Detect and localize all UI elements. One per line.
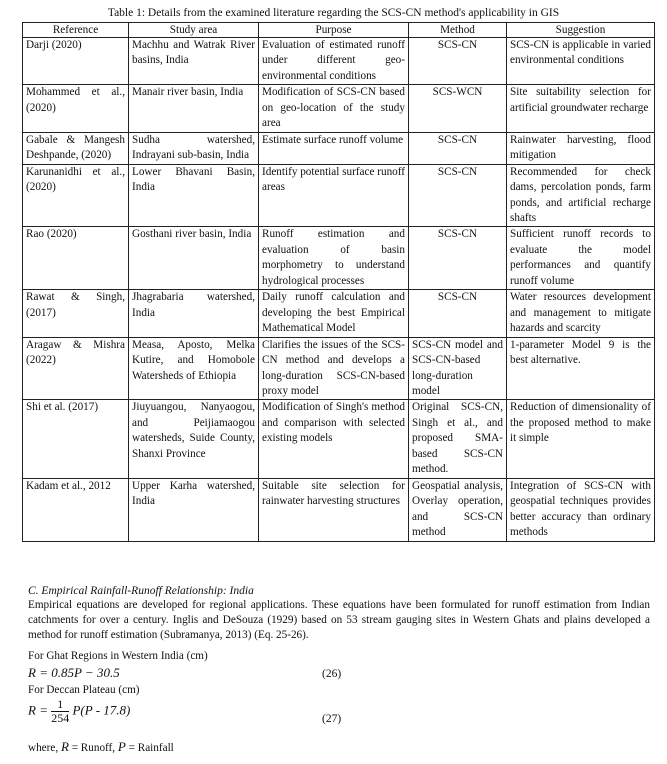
cell-reference: Gabale & Mangesh Deshpande, (2020) <box>23 132 129 164</box>
eq26-rhs: = 0.85P − 30.5 <box>39 665 120 680</box>
cell-study-area: Gosthani river basin, India <box>129 227 259 290</box>
cell-study-area: Jiuyuangou, Nanyaogou, and Peijiamaogou watersheds, Suide County, Shanxi Province <box>129 400 259 478</box>
table-row <box>23 227 655 290</box>
eq27-fraction <box>51 698 69 725</box>
header-suggestion: Suggestion <box>507 23 655 38</box>
eq27-lhs: R <box>28 702 36 718</box>
eq27-denominator: 254 <box>51 711 70 726</box>
ghat-label: For Ghat Regions in Western India (cm) <box>28 650 208 662</box>
cell-suggestion: Recommended for check dams, percolation ponds, farm ponds, and artificial recharge shafts <box>507 164 655 227</box>
literature-table <box>22 22 655 542</box>
table-header <box>23 23 655 38</box>
cell-study-area: Upper Karha watershed, India <box>129 478 259 541</box>
cell-reference: Rao (2020) <box>23 227 129 290</box>
cell-reference: Aragaw & Mishra (2022) <box>23 337 129 400</box>
cell-method: SCS-CN <box>409 38 507 85</box>
cell-method: SCS-CN <box>409 132 507 164</box>
cell-study-area: Manair river basin, India <box>129 85 259 132</box>
cell-suggestion: 1-parameter Model 9 is the best alternative. <box>507 337 655 400</box>
section-title: C. Empirical Rainfall-Runoff Relationship: India <box>28 585 254 597</box>
table-row <box>23 400 655 478</box>
eq26-lhs: R <box>28 665 36 680</box>
table-row <box>23 337 655 400</box>
cell-reference: Kadam et al., 2012 <box>23 478 129 541</box>
cell-suggestion: SCS-CN is applicable in varied environmental conditions <box>507 38 655 85</box>
cell-method: SCS-CN <box>409 164 507 227</box>
where-line <box>28 738 174 756</box>
cell-reference: Darji (2020) <box>23 38 129 85</box>
deccan-label: For Deccan Plateau (cm) <box>28 684 140 696</box>
eq27-numerator: 1 <box>57 697 64 711</box>
cell-suggestion: Rainwater harvesting, flood mitigation <box>507 132 655 164</box>
where-p-definition: = Rainfall <box>128 742 174 754</box>
cell-purpose: Identify potential surface runoff areas <box>259 164 409 227</box>
cell-study-area: Machhu and Watrak River basins, India <box>129 38 259 85</box>
body-paragraph: Empirical equations are developed for regional applications. These equations have been formulated for runoff estimation from Indian catchments for over a century. Inglis and DeSouza (1929) based on 53 stream gauging sites in Western Ghats and plains developed a method for runoff estimation (Subramanya, 2013) (Eq. 25-26). <box>28 599 650 642</box>
cell-purpose: Daily runoff calculation and developing the best Empirical Mathematical Model <box>259 290 409 337</box>
where-r-symbol: R <box>60 739 69 754</box>
header-study-area: Study area <box>129 23 259 38</box>
cell-purpose: Estimate surface runoff volume <box>259 132 409 164</box>
cell-purpose: Modification of Singh's method and comparison with selected existing models <box>259 400 409 478</box>
table-row <box>23 290 655 337</box>
eq27-number: (27) <box>322 713 342 725</box>
cell-purpose: Evaluation of estimated runoff under different geo-environmental conditions <box>259 38 409 85</box>
equation-27 <box>28 698 130 725</box>
cell-study-area: Lower Bhavani Basin, India <box>129 164 259 227</box>
cell-purpose: Modification of SCS-CN based on geo-location of the study area <box>259 85 409 132</box>
eq27-equals: = <box>39 702 48 718</box>
cell-study-area: Measa, Aposto, Melka Kutire, and Homobole Watersheds of Ethiopia <box>129 337 259 400</box>
eq26-number: (26) <box>322 668 342 680</box>
header-method: Method <box>409 23 507 38</box>
cell-suggestion: Site suitability selection for artificial groundwater recharge <box>507 85 655 132</box>
header-reference: Reference <box>23 23 129 38</box>
cell-reference: Mohammed et al., (2020) <box>23 85 129 132</box>
cell-purpose: Suitable site selection for rainwater harvesting structures <box>259 478 409 541</box>
table-row <box>23 132 655 164</box>
cell-method: SCS-CN model and SCS-CN-based long-duration model <box>409 337 507 400</box>
table-row <box>23 478 655 541</box>
equation-26 <box>28 664 120 682</box>
cell-suggestion: Reduction of dimensionality of the proposed method to make it simple <box>507 400 655 478</box>
cell-purpose: Runoff estimation and evaluation of basin morphometry to understand hydrological processes <box>259 227 409 290</box>
where-prefix: where, <box>28 742 59 754</box>
table-row <box>23 85 655 132</box>
cell-method: SCS-CN <box>409 290 507 337</box>
cell-reference: Karunanidhi et al., (2020) <box>23 164 129 227</box>
cell-reference: Shi et al. (2017) <box>23 400 129 478</box>
cell-method: Original SCS-CN, Singh et al., and proposed SMA-based SCS-CN method. <box>409 400 507 478</box>
table-row <box>23 38 655 85</box>
where-r-definition: = Runoff, <box>71 742 116 754</box>
cell-method: Geospatial analysis, Overlay operation, and SCS-CN method <box>409 478 507 541</box>
cell-suggestion: Sufficient runoff records to evaluate the model performances and quantify runoff volume <box>507 227 655 290</box>
cell-suggestion: Water resources development and management to mitigate hazards and scarcity <box>507 290 655 337</box>
cell-study-area: Jhagrabaria watershed, India <box>129 290 259 337</box>
cell-reference: Rawat & Singh, (2017) <box>23 290 129 337</box>
cell-suggestion: Integration of SCS-CN with geospatial techniques provides better accuracy than ordinary methods <box>507 478 655 541</box>
table-caption: Table 1: Details from the examined literature regarding the SCS-CN method's applicability in GIS <box>107 7 560 19</box>
cell-method: SCS-WCN <box>409 85 507 132</box>
header-purpose: Purpose <box>259 23 409 38</box>
table-row <box>23 164 655 227</box>
cell-purpose: Clarifies the issues of the SCS-CN method and develops a long-duration SCS-CN-based proxy model <box>259 337 409 400</box>
cell-study-area: Sudha watershed, Indrayani sub-basin, India <box>129 132 259 164</box>
eq27-rhs: P(P - 17.8) <box>72 702 131 718</box>
where-p-symbol: P <box>117 739 126 754</box>
cell-method: SCS-CN <box>409 227 507 290</box>
